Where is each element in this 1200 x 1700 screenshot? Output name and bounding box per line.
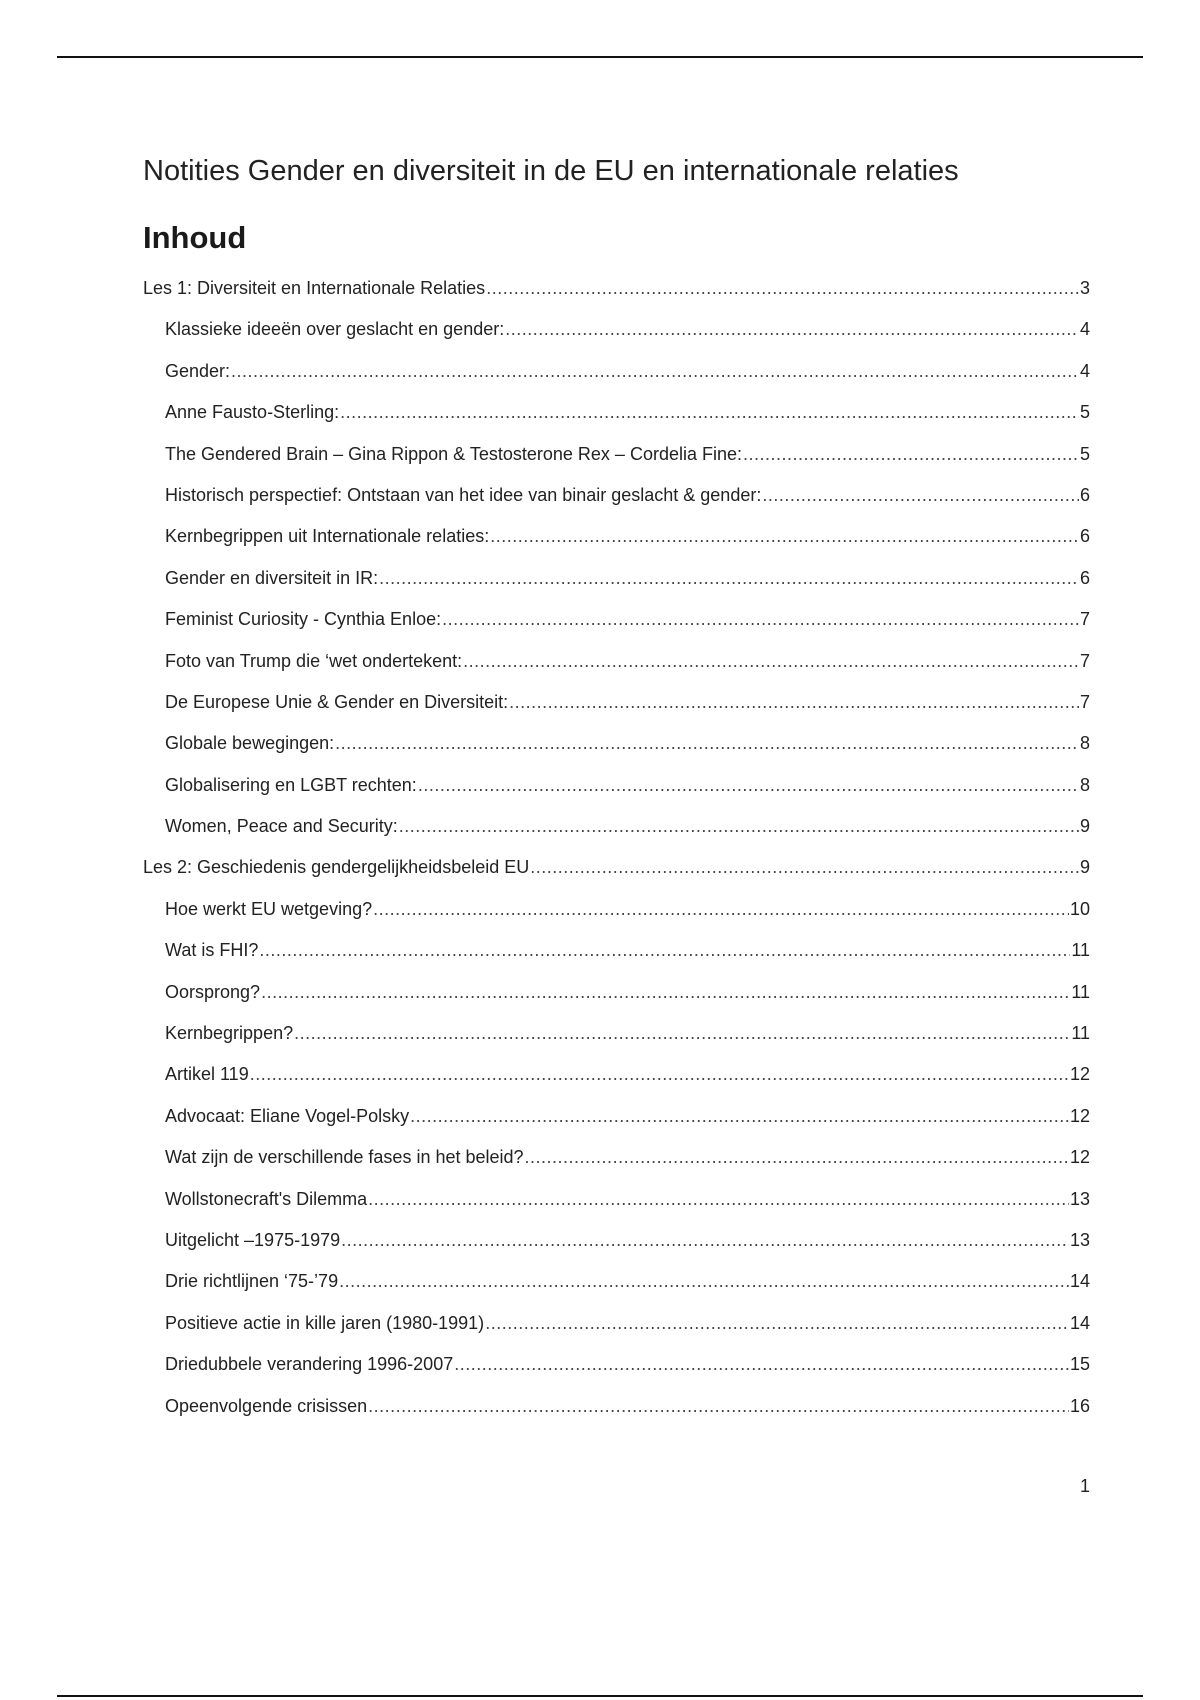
toc-entry-label: Kernbegrippen uit Internationale relaties: [165, 526, 490, 547]
toc-entry-label: Les 2: Geschiedenis gendergelijkheidsbeleid EU [143, 857, 530, 878]
toc-entry-page: 13 [1069, 1188, 1090, 1209]
toc-entry-page: 4 [1079, 319, 1090, 340]
toc-entry-label: Globalisering en LGBT rechten: [165, 774, 417, 795]
toc-entry-label: Historisch perspectief: Ontstaan van het idee van binair geslacht & gender: [165, 484, 762, 505]
toc-entry-label: Opeenvolgende crisissen [165, 1395, 368, 1416]
toc-dot-leader [335, 733, 1079, 754]
toc-entry[interactable] [143, 1271, 1090, 1312]
document-title: Notities Gender en diversiteit in de EU en internationale relaties [143, 155, 959, 187]
toc-entry[interactable] [143, 526, 1090, 567]
toc-dot-leader [368, 1189, 1069, 1210]
toc-entry-page: 10 [1069, 898, 1090, 919]
toc-entry-label: Anne Fausto-Sterling: [165, 402, 340, 423]
toc-entry-label: De Europese Unie & Gender en Diversiteit: [165, 691, 509, 712]
toc-entry-label: Wat is FHI? [165, 940, 259, 961]
toc-dot-leader [463, 651, 1079, 672]
toc-dot-leader [373, 899, 1069, 920]
toc-entry-page: 11 [1071, 1023, 1090, 1044]
toc-entry-label: Globale bewegingen: [165, 733, 335, 754]
toc-entry-page: 7 [1079, 609, 1090, 630]
toc-entry[interactable] [143, 1106, 1090, 1147]
toc-entry-label: Artikel 119 [165, 1064, 249, 1085]
toc-dot-leader [399, 816, 1079, 837]
toc-entry[interactable] [143, 319, 1090, 360]
toc-entry[interactable] [143, 1313, 1090, 1354]
toc-dot-leader [486, 278, 1079, 299]
table-of-contents [143, 278, 1090, 1437]
toc-dot-leader [530, 857, 1079, 878]
toc-entry-label: Wat zijn de verschillende fases in het beleid? [165, 1147, 524, 1168]
toc-entry-page: 15 [1069, 1354, 1090, 1375]
page-number: 1 [1079, 1476, 1090, 1496]
toc-entry-label: Kernbegrippen? [165, 1023, 294, 1044]
toc-entry-page: 11 [1071, 940, 1090, 961]
toc-dot-leader [410, 1106, 1069, 1127]
toc-entry[interactable] [143, 278, 1090, 319]
toc-entry-page: 5 [1079, 443, 1090, 464]
toc-entry[interactable] [143, 1396, 1090, 1437]
toc-entry-label: Foto van Trump die ‘wet ondertekent: [165, 650, 463, 671]
footer-rule [57, 1695, 1143, 1697]
toc-entry[interactable] [143, 1064, 1090, 1105]
toc-entry-label: Les 1: Diversiteit en Internationale Relaties [143, 278, 486, 298]
toc-entry[interactable] [143, 982, 1090, 1023]
toc-entry-label: Hoe werkt EU wetgeving? [165, 898, 373, 919]
toc-entry-page: 7 [1079, 691, 1090, 712]
toc-dot-leader [743, 444, 1079, 465]
toc-entry-label: Gender: [165, 360, 231, 381]
header-rule [57, 56, 1143, 58]
toc-dot-leader [418, 775, 1079, 796]
toc-entry-label: The Gendered Brain – Gina Rippon & Testosterone Rex – Cordelia Fine: [165, 443, 742, 464]
toc-dot-leader [509, 692, 1079, 713]
toc-dot-leader [341, 1230, 1069, 1251]
toc-dot-leader [250, 1064, 1069, 1085]
toc-entry-page: 5 [1079, 402, 1090, 423]
toc-dot-leader [231, 361, 1079, 382]
toc-entry-page: 14 [1069, 1312, 1090, 1333]
toc-entry-page: 12 [1069, 1147, 1090, 1168]
toc-entry[interactable] [143, 775, 1090, 816]
toc-entry-page: 6 [1079, 567, 1090, 588]
toc-dot-leader [259, 940, 1070, 961]
toc-entry[interactable] [143, 692, 1090, 733]
toc-dot-leader [485, 1313, 1069, 1334]
toc-entry[interactable] [143, 485, 1090, 526]
toc-entry-page: 8 [1079, 774, 1090, 795]
toc-entry[interactable] [143, 402, 1090, 443]
toc-entry-page: 6 [1079, 484, 1090, 505]
toc-entry[interactable] [143, 444, 1090, 485]
toc-entry[interactable] [143, 1023, 1090, 1064]
toc-entry-label: Positieve actie in kille jaren (1980-1991) [165, 1312, 485, 1333]
toc-entry[interactable] [143, 857, 1090, 898]
toc-entry-label: Wollstonecraft's Dilemma [165, 1188, 368, 1209]
toc-entry-page: 7 [1079, 650, 1090, 671]
toc-entry-page: 4 [1079, 360, 1090, 381]
toc-entry-page: 13 [1069, 1229, 1090, 1250]
toc-dot-leader [454, 1354, 1069, 1375]
toc-entry-label: Klassieke ideeën over geslacht en gender: [165, 319, 505, 340]
toc-entry-label: Feminist Curiosity - Cynthia Enloe: [165, 609, 442, 630]
toc-entry-label: Advocaat: Eliane Vogel-Polsky [165, 1105, 410, 1126]
toc-dot-leader [368, 1396, 1069, 1417]
toc-entry-page: 11 [1071, 981, 1090, 1002]
toc-dot-leader [339, 1271, 1069, 1292]
toc-entry[interactable] [143, 1147, 1090, 1188]
toc-entry-page: 8 [1079, 733, 1090, 754]
toc-entry-page: 14 [1069, 1271, 1090, 1292]
toc-entry[interactable] [143, 568, 1090, 609]
toc-entry[interactable] [143, 940, 1090, 981]
toc-entry-page: 6 [1079, 526, 1090, 547]
toc-entry[interactable] [143, 1230, 1090, 1271]
toc-dot-leader [442, 609, 1079, 630]
toc-dot-leader [525, 1147, 1069, 1168]
toc-entry[interactable] [143, 1354, 1090, 1395]
toc-entry-page: 9 [1079, 857, 1090, 878]
toc-heading: Inhoud [143, 220, 247, 255]
toc-entry-label: Uitgelicht –1975-1979 [165, 1229, 341, 1250]
toc-dot-leader [261, 982, 1070, 1003]
toc-entry[interactable] [143, 651, 1090, 692]
toc-entry-page: 9 [1079, 816, 1090, 837]
toc-dot-leader [490, 526, 1079, 547]
toc-entry-label: Women, Peace and Security: [165, 816, 398, 837]
toc-entry-page: 16 [1069, 1395, 1090, 1416]
toc-dot-leader [505, 319, 1079, 340]
toc-entry-label: Drie richtlijnen ‘75-’79 [165, 1271, 339, 1292]
toc-entry-label: Driedubbele verandering 1996-2007 [165, 1354, 454, 1375]
toc-entry[interactable] [143, 899, 1090, 940]
toc-entry[interactable] [143, 1189, 1090, 1230]
toc-entry-label: Oorsprong? [165, 981, 261, 1002]
toc-entry-page: 12 [1069, 1064, 1090, 1085]
toc-dot-leader [379, 568, 1079, 589]
toc-dot-leader [762, 485, 1079, 506]
toc-dot-leader [294, 1023, 1070, 1044]
toc-entry[interactable] [143, 816, 1090, 857]
toc-entry-page: 12 [1069, 1105, 1090, 1126]
toc-entry-page: 3 [1079, 278, 1090, 298]
toc-entry[interactable] [143, 733, 1090, 774]
toc-entry-label: Gender en diversiteit in IR: [165, 567, 379, 588]
toc-entry[interactable] [143, 609, 1090, 650]
toc-entry[interactable] [143, 361, 1090, 402]
toc-dot-leader [340, 402, 1079, 423]
